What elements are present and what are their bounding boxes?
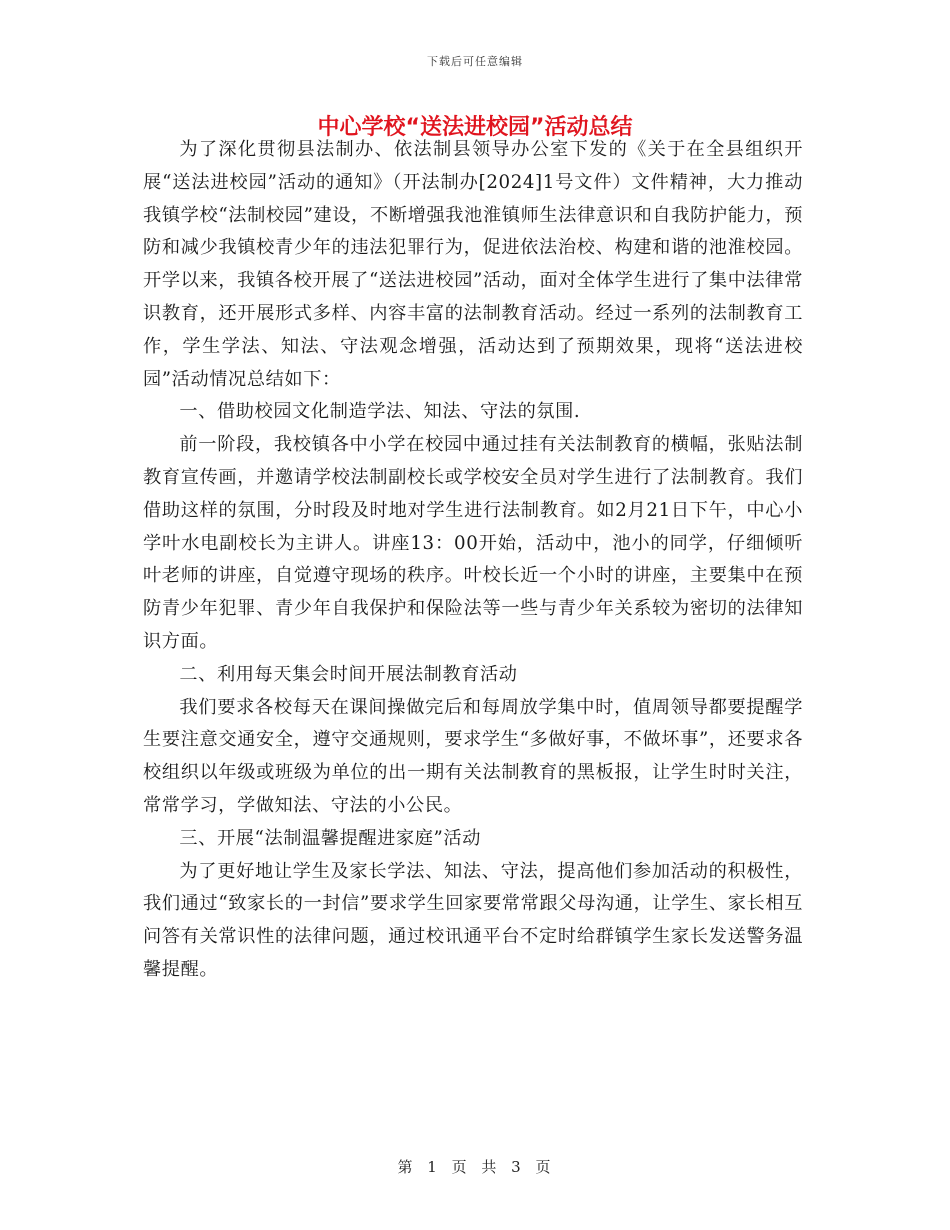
header-note: 下载后可任意编辑	[427, 55, 523, 68]
section-paragraph-2: 我们要求各校每天在课间操做完后和每周放学集中时，值周领导都要提醒学生要注意交通安全，遵守交通规则，要求学生“多做好事，不做坏事”，还要求各校组织以年级或班级为单位的出一期有关法制教育的黑板报，让学生时时关注，常常学习，学做知法、守法的小公民。	[143, 696, 803, 816]
page-number: 第 1 页 共 3 页	[397, 1158, 553, 1176]
intro-paragraph: 为了深化贯彻县法制办、依法制县领导办公室下发的《关于在全县组织开展“送法进校园”活动的通知》（开法制办[2024]1号文件）文件精神，大力推动我镇学校“法制校园”建设，不断增强我池淮镇师生法律意识和自我防护能力，预防和减少我镇校青少年的违法犯罪行为，促进依法治校、构建和谐的池淮校园。开学以来，我镇各校开展了“送法进校园”活动，面对全体学生进行了集中法律常识教育，还开展形式多样、内容丰富的法制教育活动。经过一系列的法制教育工作，学生学法、知法、守法观念增强，活动达到了预期效果，现将“送法进校园”活动情况总结如下：	[143, 139, 803, 390]
section-heading-2: 二、利用每天集会时间开展法制教育活动	[179, 663, 518, 685]
document-title: 中心学校“送法进校园”活动总结	[317, 115, 633, 140]
section-paragraph-3: 为了更好地让学生及家长学法、知法、守法，提高他们参加活动的积极性，我们通过“致家长的一封信”要求学生回家要常常跟父母沟通，让学生、家长相互问答有关常识性的法律问题，通过校讯通平台不定时给群镇学生家长发送警务温馨提醒。	[143, 860, 803, 980]
document-body	[143, 134, 803, 987]
section-heading-3: 三、开展“法制温馨提醒进家庭”活动	[179, 827, 481, 849]
section-heading-1: 一、借助校园文化制造学法、知法、守法的氛围.	[179, 401, 581, 423]
section-paragraph-1: 前一阶段，我校镇各中小学在校园中通过挂有关法制教育的横幅，张贴法制教育宣传画，并邀请学校法制副校长或学校安全员对学生进行了法制教育。我们借助这样的氛围，分时段及时地对学生进行法制教育。如2月21日下午，中心小学叶水电副校长为主讲人。讲座13：00开始，活动中，池小的同学，仔细倾听叶老师的讲座，自觉遵守现场的秩序。叶校长近一个小时的讲座，主要集中在预防青少年犯罪、青少年自我保护和保险法等一些与青少年关系较为密切的法律知识方面。	[143, 434, 803, 652]
